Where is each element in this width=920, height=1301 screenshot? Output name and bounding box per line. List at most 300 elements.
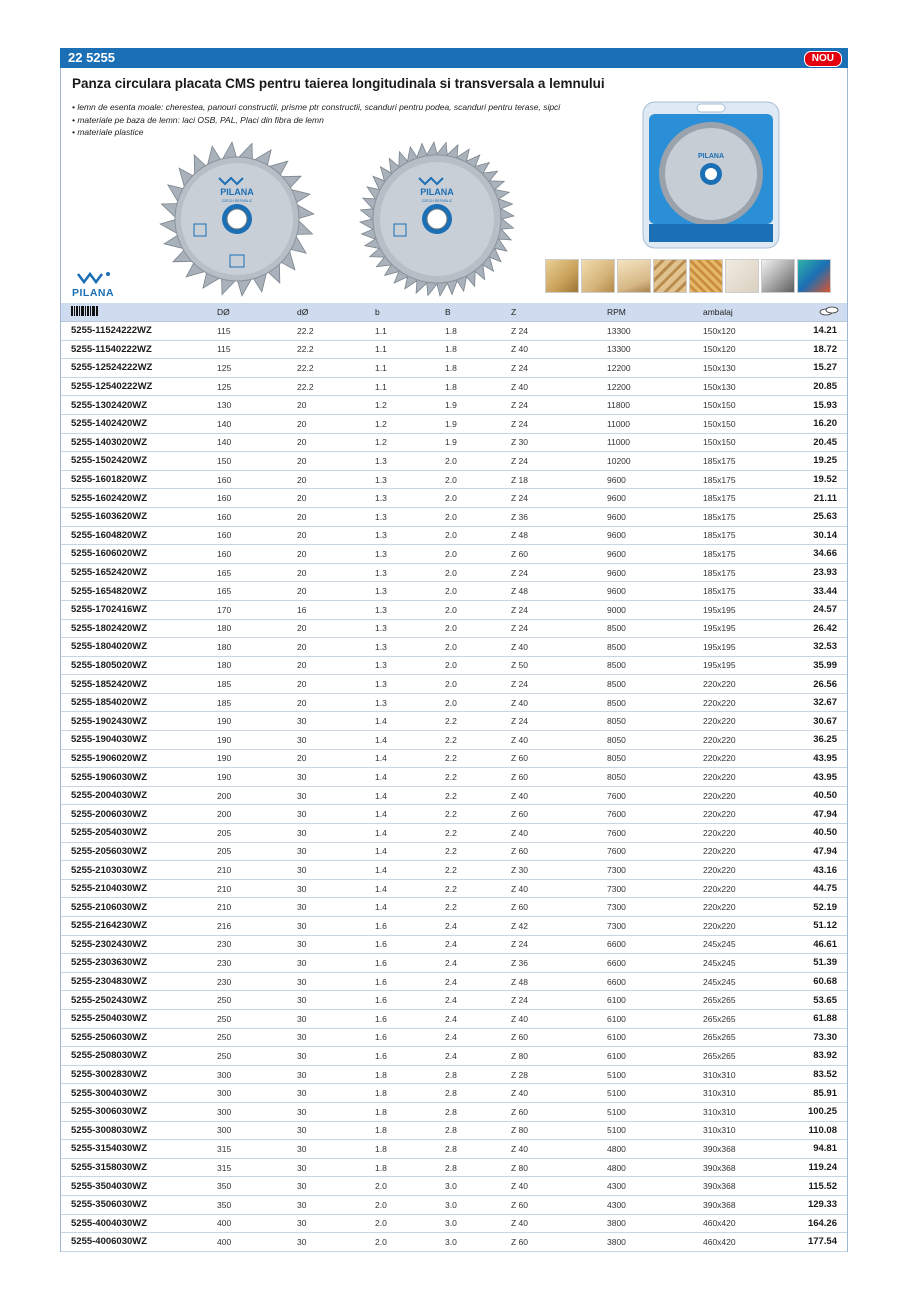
price-header (797, 303, 847, 322)
bore-diameter: 30 (275, 842, 375, 861)
packaging-size: 310x310 (703, 1065, 797, 1084)
teeth-count: Z 40 (511, 879, 607, 898)
bore-diameter: 30 (275, 1195, 375, 1214)
price: 47.94 (797, 805, 847, 824)
outer-diameter: 315 (199, 1140, 275, 1159)
article-number: 5255-3002830WZ (61, 1065, 199, 1084)
max-rpm: 9600 (607, 526, 703, 545)
price: 26.42 (797, 619, 847, 638)
body-thickness: 1.6 (375, 991, 445, 1010)
outer-diameter: 300 (199, 1121, 275, 1140)
packaging-size: 185x175 (703, 452, 797, 471)
table-row (61, 824, 847, 843)
teeth-count: Z 24 (511, 322, 607, 341)
teeth-count: Z 30 (511, 861, 607, 880)
chipboard-icon (725, 259, 759, 293)
outer-diameter: 190 (199, 712, 275, 731)
article-number: 5255-2303630WZ (61, 954, 199, 973)
body-thickness: 2.0 (375, 1177, 445, 1196)
packaging-size: 220x220 (703, 898, 797, 917)
teeth-count: Z 36 (511, 954, 607, 973)
article-number: 5255-2164230WZ (61, 917, 199, 936)
price: 32.53 (797, 638, 847, 657)
bore-diameter: 20 (275, 582, 375, 601)
teeth-count: Z 60 (511, 898, 607, 917)
body-thickness: 1.4 (375, 824, 445, 843)
price: 51.12 (797, 917, 847, 936)
max-rpm: 6100 (607, 1047, 703, 1066)
body-thickness: 1.8 (375, 1084, 445, 1103)
bore-diameter: 20 (275, 693, 375, 712)
table-row (61, 359, 847, 378)
price: 14.21 (797, 322, 847, 341)
kerf-width: 2.8 (445, 1065, 511, 1084)
bore-diameter: 30 (275, 1214, 375, 1233)
table-row (61, 991, 847, 1010)
max-rpm: 11800 (607, 396, 703, 415)
teeth-count: Z 48 (511, 526, 607, 545)
table-row (61, 935, 847, 954)
packaging-size: 310x310 (703, 1084, 797, 1103)
teeth-count: Z 40 (511, 638, 607, 657)
outer-diameter: 300 (199, 1084, 275, 1103)
bore-diameter: 20 (275, 470, 375, 489)
max-rpm: 7300 (607, 898, 703, 917)
body-thickness: 1.4 (375, 731, 445, 750)
max-rpm: 9600 (607, 545, 703, 564)
usage-item: • materiale pe baza de lemn: laci OSB, PAL, Placi din fibra de lemn (72, 114, 324, 125)
bore-diameter: 20 (275, 507, 375, 526)
max-rpm: 11000 (607, 414, 703, 433)
table-row (61, 954, 847, 973)
kerf-width: 2.2 (445, 712, 511, 731)
packaging-size: 220x220 (703, 768, 797, 787)
body-thickness: 1.1 (375, 359, 445, 378)
teeth-count: Z 24 (511, 359, 607, 378)
bore-diameter: 30 (275, 861, 375, 880)
bore-diameter: 30 (275, 1047, 375, 1066)
max-rpm: 6100 (607, 1028, 703, 1047)
table-row (61, 879, 847, 898)
outer-diameter: 200 (199, 786, 275, 805)
body-thickness: 1.4 (375, 768, 445, 787)
bore-diameter: 22.2 (275, 340, 375, 359)
bore-diameter: 30 (275, 1140, 375, 1159)
outer-diameter: 216 (199, 917, 275, 936)
price: 115.52 (797, 1177, 847, 1196)
product-code: 22 5255 (68, 50, 115, 65)
article-number: 5255-3006030WZ (61, 1102, 199, 1121)
kerf-width: 2.0 (445, 675, 511, 694)
article-number: 5255-3008030WZ (61, 1121, 199, 1140)
max-rpm: 8500 (607, 675, 703, 694)
price: 15.27 (797, 359, 847, 378)
teeth-count: Z 80 (511, 1158, 607, 1177)
article-number: 5255-1602420WZ (61, 489, 199, 508)
max-rpm: 8050 (607, 731, 703, 750)
body-thickness: 1.8 (375, 1158, 445, 1177)
table-row (61, 898, 847, 917)
bore-diameter: 30 (275, 805, 375, 824)
table-row (61, 638, 847, 657)
max-rpm: 7600 (607, 824, 703, 843)
price: 32.67 (797, 693, 847, 712)
packaging-size: 195x195 (703, 656, 797, 675)
kerf-width: 2.0 (445, 638, 511, 657)
max-rpm: 8050 (607, 749, 703, 768)
table-row (61, 972, 847, 991)
teeth-count: Z 40 (511, 1140, 607, 1159)
max-rpm: 7300 (607, 879, 703, 898)
kerf-width: 2.0 (445, 526, 511, 545)
page-title: Panza circulara placata CMS pentru taierea longitudinala si transversala a lemnului (72, 76, 605, 91)
packaging-size: 150x120 (703, 322, 797, 341)
article-number: 5255-1906020WZ (61, 749, 199, 768)
article-number: 5255-1601820WZ (61, 470, 199, 489)
bore-diameter: 22.2 (275, 359, 375, 378)
article-number: 5255-12524222WZ (61, 359, 199, 378)
article-number: 5255-1604820WZ (61, 526, 199, 545)
teeth-count: Z 30 (511, 433, 607, 452)
outer-diameter: 125 (199, 359, 275, 378)
packaging-size: 265x265 (703, 1047, 797, 1066)
blade-brand: PILANA (220, 187, 254, 197)
max-rpm: 6600 (607, 954, 703, 973)
max-rpm: 6100 (607, 1009, 703, 1028)
packaging-size: 220x220 (703, 861, 797, 880)
article-number: 5255-1902430WZ (61, 712, 199, 731)
body-thickness: 1.3 (375, 563, 445, 582)
bore-diameter: 30 (275, 824, 375, 843)
packaging-size: 265x265 (703, 1009, 797, 1028)
bore-diameter: 30 (275, 786, 375, 805)
bore-diameter: 20 (275, 563, 375, 582)
teeth-count: Z 40 (511, 1214, 607, 1233)
teeth-count: Z 24 (511, 675, 607, 694)
table-row (61, 656, 847, 675)
price: 40.50 (797, 824, 847, 843)
article-number: 5255-1403020WZ (61, 433, 199, 452)
kerf-width: 2.4 (445, 1028, 511, 1047)
packaging-size: 220x220 (703, 842, 797, 861)
body-thickness: 1.4 (375, 898, 445, 917)
wood-plank-icon (617, 259, 651, 293)
table-row (61, 1121, 847, 1140)
teeth-count: Z 24 (511, 563, 607, 582)
kerf-width: 2.2 (445, 842, 511, 861)
teeth-count: Z 24 (511, 712, 607, 731)
kerf-width: 2.4 (445, 991, 511, 1010)
article-number: 5255-1805020WZ (61, 656, 199, 675)
kerf-width: 1.8 (445, 340, 511, 359)
packaging-size: 195x195 (703, 638, 797, 657)
bore-diameter: 30 (275, 1102, 375, 1121)
teeth-count: Z 42 (511, 917, 607, 936)
bore-diameter: 20 (275, 545, 375, 564)
teeth-count: Z 40 (511, 731, 607, 750)
teeth-count: Z 40 (511, 340, 607, 359)
body-thickness: 2.0 (375, 1233, 445, 1252)
outer-diameter: 190 (199, 768, 275, 787)
packaging-size: 390x368 (703, 1177, 797, 1196)
outer-diameter: 180 (199, 656, 275, 675)
bore-diameter: 22.2 (275, 377, 375, 396)
bore-diameter: 30 (275, 991, 375, 1010)
bore-diameter: 30 (275, 954, 375, 973)
max-rpm: 6600 (607, 935, 703, 954)
body-thickness: 1.3 (375, 545, 445, 564)
outer-diameter: 160 (199, 545, 275, 564)
body-thickness: 1.8 (375, 1065, 445, 1084)
packaging-size: 195x195 (703, 619, 797, 638)
article-number: 5255-1502420WZ (61, 452, 199, 471)
table-row (61, 507, 847, 526)
teeth-count: Z 48 (511, 972, 607, 991)
header-bar (60, 48, 848, 68)
teeth-count: Z 80 (511, 1121, 607, 1140)
packaging-size: 220x220 (703, 805, 797, 824)
price-table (61, 303, 847, 1252)
max-rpm: 6100 (607, 991, 703, 1010)
bore-diameter: 20 (275, 656, 375, 675)
kerf-width: 2.8 (445, 1102, 511, 1121)
outer-diameter: 205 (199, 824, 275, 843)
teeth-count: Z 80 (511, 1047, 607, 1066)
body-thickness: 2.0 (375, 1195, 445, 1214)
table-row (61, 600, 847, 619)
bore-diameter: 16 (275, 600, 375, 619)
article-number: 5255-11540222WZ (61, 340, 199, 359)
packaging-size: 150x120 (703, 340, 797, 359)
bore-diameter: 30 (275, 898, 375, 917)
table-row (61, 842, 847, 861)
kerf-width: 2.8 (445, 1158, 511, 1177)
article-number: 5255-1804020WZ (61, 638, 199, 657)
kerf-width: 2.2 (445, 898, 511, 917)
packaging-size: 460x420 (703, 1214, 797, 1233)
packaging-size: 265x265 (703, 991, 797, 1010)
kerf-width: 2.2 (445, 786, 511, 805)
table-row (61, 1177, 847, 1196)
kerf-width: 3.0 (445, 1177, 511, 1196)
article-number: 5255-3506030WZ (61, 1195, 199, 1214)
kerf-width: 2.0 (445, 693, 511, 712)
table-row (61, 1214, 847, 1233)
price: 19.52 (797, 470, 847, 489)
packaging-size: 220x220 (703, 824, 797, 843)
article-number: 5255-1854020WZ (61, 693, 199, 712)
packaging-size: 390x368 (703, 1158, 797, 1177)
outer-diameter: 165 (199, 563, 275, 582)
outer-diameter: 230 (199, 972, 275, 991)
outer-diameter: 205 (199, 842, 275, 861)
packaging-size: 220x220 (703, 749, 797, 768)
lumber-icon (545, 259, 579, 293)
article-number: 5255-2103030WZ (61, 861, 199, 880)
teeth-count: Z 40 (511, 786, 607, 805)
kerf-width: 2.2 (445, 805, 511, 824)
outer-diameter: 140 (199, 433, 275, 452)
body-thickness: 1.8 (375, 1140, 445, 1159)
outer-diameter: 180 (199, 638, 275, 657)
kerf-width: 2.0 (445, 656, 511, 675)
table-row (61, 1047, 847, 1066)
article-number: 5255-1906030WZ (61, 768, 199, 787)
kerf-width: 2.0 (445, 600, 511, 619)
price: 33.44 (797, 582, 847, 601)
teeth-count: Z 48 (511, 582, 607, 601)
packaging-size: 150x150 (703, 414, 797, 433)
article-number: 5255-2106030WZ (61, 898, 199, 917)
timber-beam-icon (581, 259, 615, 293)
table-row (61, 786, 847, 805)
table-row (61, 731, 847, 750)
teeth-count: Z 24 (511, 991, 607, 1010)
body-thickness: 1.2 (375, 414, 445, 433)
kerf-width: 1.8 (445, 377, 511, 396)
article-number: 5255-2302430WZ (61, 935, 199, 954)
outer-diameter: 350 (199, 1195, 275, 1214)
article-number: 5255-2506030WZ (61, 1028, 199, 1047)
price: 16.20 (797, 414, 847, 433)
article-number: 5255-1606020WZ (61, 545, 199, 564)
body-thickness: 1.4 (375, 805, 445, 824)
article-number: 5255-1603620WZ (61, 507, 199, 526)
max-rpm: 9600 (607, 470, 703, 489)
max-rpm: 12200 (607, 377, 703, 396)
packaging-size: 390x368 (703, 1195, 797, 1214)
article-number: 5255-1302420WZ (61, 396, 199, 415)
packaging-size: 245x245 (703, 935, 797, 954)
teeth-count: Z 24 (511, 935, 607, 954)
body-thickness: 1.3 (375, 452, 445, 471)
max-rpm: 8500 (607, 619, 703, 638)
pilana-logo (72, 270, 132, 298)
max-rpm: 3800 (607, 1233, 703, 1252)
outer-diameter: 150 (199, 452, 275, 471)
table-row (61, 470, 847, 489)
blade-brand: PILANA (420, 187, 454, 197)
kerf-width: 2.2 (445, 749, 511, 768)
body-thickness: 1.8 (375, 1102, 445, 1121)
outer-diameter: 160 (199, 507, 275, 526)
outer-diameter: 140 (199, 414, 275, 433)
bore-diameter: 20 (275, 396, 375, 415)
packaging-size: 185x175 (703, 470, 797, 489)
price: 35.99 (797, 656, 847, 675)
price: 40.50 (797, 786, 847, 805)
teeth-count: Z 50 (511, 656, 607, 675)
teeth-count: Z 60 (511, 545, 607, 564)
kerf-width: 2.0 (445, 545, 511, 564)
price: 43.95 (797, 749, 847, 768)
table-header-row (61, 303, 847, 322)
packaging-size: 185x175 (703, 489, 797, 508)
article-number: 5255-2006030WZ (61, 805, 199, 824)
plastic-pipes-icon (797, 259, 831, 293)
outer-diameter: 315 (199, 1158, 275, 1177)
kerf-width: 2.0 (445, 489, 511, 508)
kerf-width: 1.8 (445, 322, 511, 341)
outer-diameter: 180 (199, 619, 275, 638)
article-number: 5255-2502430WZ (61, 991, 199, 1010)
price: 34.66 (797, 545, 847, 564)
teeth-count: Z 18 (511, 470, 607, 489)
teeth-count: Z 36 (511, 507, 607, 526)
table-row (61, 433, 847, 452)
col-body-thickness: b (375, 303, 445, 322)
teeth-count: Z 40 (511, 377, 607, 396)
price: 61.88 (797, 1009, 847, 1028)
body-thickness: 1.2 (375, 396, 445, 415)
packaging-size: 265x265 (703, 1028, 797, 1047)
price: 46.61 (797, 935, 847, 954)
table-row (61, 1065, 847, 1084)
body-thickness: 1.3 (375, 507, 445, 526)
price: 18.72 (797, 340, 847, 359)
article-number: 5255-2508030WZ (61, 1047, 199, 1066)
kerf-width: 2.2 (445, 879, 511, 898)
table-row (61, 749, 847, 768)
price: 25.63 (797, 507, 847, 526)
body-thickness: 1.4 (375, 749, 445, 768)
col-packaging: ambalaj (703, 303, 797, 322)
table-row (61, 1140, 847, 1159)
body-thickness: 1.6 (375, 935, 445, 954)
table-row (61, 377, 847, 396)
bore-diameter: 30 (275, 1233, 375, 1252)
kerf-width: 2.0 (445, 582, 511, 601)
usage-list (72, 101, 560, 139)
outer-diameter: 165 (199, 582, 275, 601)
teeth-count: Z 40 (511, 1084, 607, 1103)
bore-diameter: 30 (275, 972, 375, 991)
kerf-width: 2.0 (445, 507, 511, 526)
max-rpm: 7300 (607, 917, 703, 936)
article-number: 5255-11524222WZ (61, 322, 199, 341)
max-rpm: 4800 (607, 1158, 703, 1177)
price: 19.25 (797, 452, 847, 471)
packaging-size: 220x220 (703, 786, 797, 805)
packaging-size: 150x150 (703, 396, 797, 415)
table-row (61, 1195, 847, 1214)
article-number: 5255-2104030WZ (61, 879, 199, 898)
bore-diameter: 30 (275, 1009, 375, 1028)
max-rpm: 7300 (607, 861, 703, 880)
kerf-width: 2.4 (445, 917, 511, 936)
outer-diameter: 160 (199, 526, 275, 545)
table-row (61, 1102, 847, 1121)
packaging-size: 310x310 (703, 1121, 797, 1140)
price: 30.14 (797, 526, 847, 545)
price: 23.93 (797, 563, 847, 582)
bore-diameter: 30 (275, 1084, 375, 1103)
blade-origin: CZECH REPUBLIC (221, 199, 253, 203)
wood-boards-icon (653, 259, 687, 293)
teeth-count: Z 24 (511, 600, 607, 619)
teeth-count: Z 24 (511, 489, 607, 508)
max-rpm: 5100 (607, 1121, 703, 1140)
col-rpm: RPM (607, 303, 703, 322)
kerf-width: 2.8 (445, 1140, 511, 1159)
body-thickness: 1.3 (375, 693, 445, 712)
outer-diameter: 115 (199, 322, 275, 341)
outer-diameter: 250 (199, 1028, 275, 1047)
price: 47.94 (797, 842, 847, 861)
kerf-width: 3.0 (445, 1214, 511, 1233)
table-row (61, 1158, 847, 1177)
bore-diameter: 20 (275, 526, 375, 545)
